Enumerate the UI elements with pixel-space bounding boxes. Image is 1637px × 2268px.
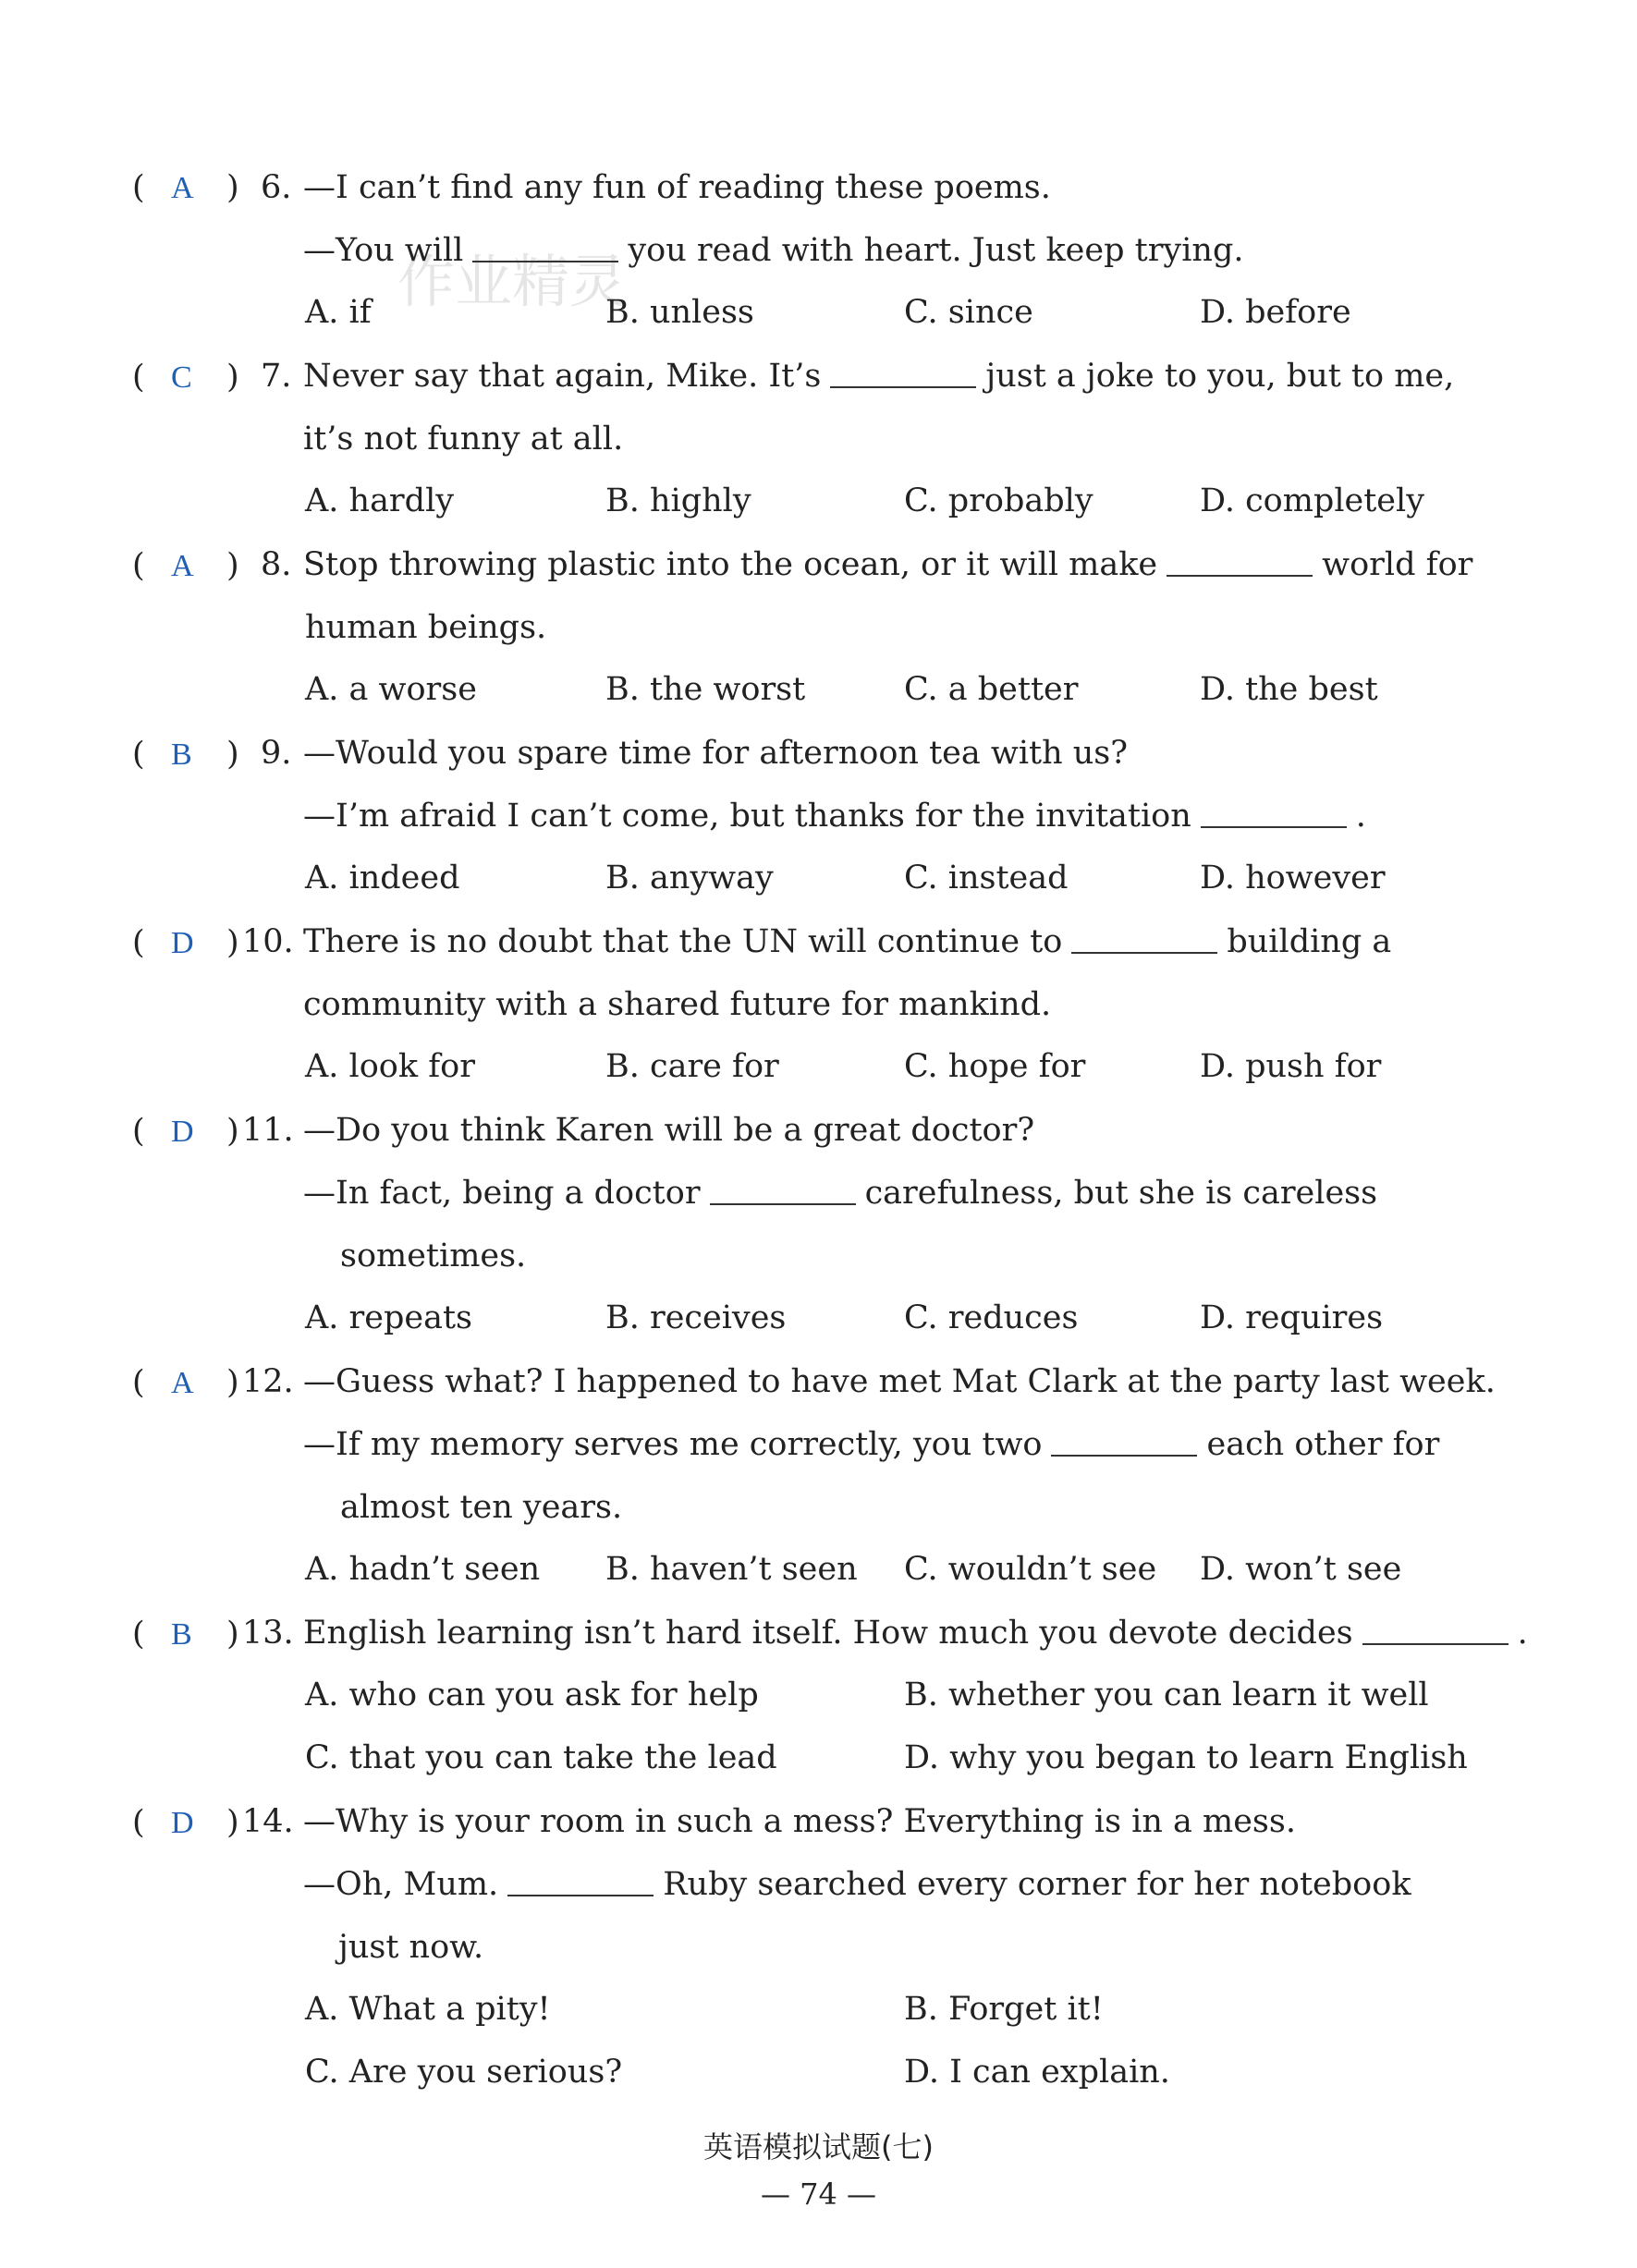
option-c: C. a better [904, 671, 1079, 708]
option-c: C. since [904, 294, 1033, 331]
paren-close: ) [226, 359, 239, 396]
paren-open: ( [132, 1804, 145, 1841]
answer-8: A [171, 549, 194, 583]
answer-blank [1071, 951, 1217, 954]
paren-open: ( [132, 547, 145, 584]
option-c: C. Are you serious? [305, 2054, 623, 2091]
answer-blank [1201, 825, 1347, 828]
question-text: —Do you think Karen will be a great doctor? [303, 1112, 1035, 1149]
paren-close: ) [226, 169, 239, 206]
answer-blank [507, 1894, 654, 1896]
page-number: — 74 — [760, 2177, 877, 2212]
option-d: D. however [1200, 860, 1386, 896]
paren-open: ( [132, 169, 145, 206]
question-text: sometimes. [340, 1238, 527, 1274]
option-d: D. requires [1200, 1299, 1384, 1336]
question-text: There is no doubt that the UN will continue to building a [303, 923, 1392, 960]
question-text: English learning isn’t hard itself. How much you devote decides . [303, 1615, 1528, 1652]
question-number: 14. [242, 1803, 294, 1840]
option-d: D. push for [1200, 1048, 1382, 1085]
question-number: 6. [261, 169, 292, 206]
answer-10: D [171, 926, 194, 960]
question-number: 13. [242, 1615, 294, 1652]
question-text: —Would you spare time for afternoon tea with us? [303, 735, 1129, 772]
footer-title: 英语模拟试题(七) [703, 2129, 934, 2164]
paren-close: ) [226, 1804, 239, 1841]
paren-close: ) [226, 547, 239, 584]
answer-blank [1167, 574, 1313, 577]
answer-9: B [171, 738, 192, 772]
option-d: D. why you began to learn English [904, 1739, 1468, 1776]
option-b: B. Forget it! [904, 1991, 1104, 2028]
option-a: A. hardly [305, 482, 455, 519]
question-text: —If my memory serves me correctly, you two each other for [303, 1426, 1440, 1463]
question-number: 10. [242, 923, 294, 960]
answer-6: A [171, 171, 194, 205]
question-text: almost ten years. [340, 1489, 623, 1526]
question-number: 8. [261, 546, 292, 583]
option-b: B. highly [605, 482, 751, 519]
question-number: 7. [261, 358, 292, 395]
question-text: just now. [338, 1929, 484, 1966]
option-c: C. probably [904, 482, 1093, 519]
option-d: D. won’t see [1200, 1551, 1402, 1588]
option-b: B. care for [605, 1048, 779, 1085]
question-number: 9. [261, 735, 292, 772]
paren-open: ( [132, 359, 145, 396]
question-number: 11. [242, 1112, 294, 1149]
paren-close: ) [226, 1364, 239, 1401]
option-d: D. the best [1200, 671, 1378, 708]
question-text: Stop throwing plastic into the ocean, or it will make world for [303, 546, 1473, 583]
question-text: it’s not funny at all. [303, 421, 624, 457]
option-c: C. reduces [904, 1299, 1079, 1336]
answer-14: D [171, 1806, 194, 1840]
option-c: C. instead [904, 860, 1069, 896]
paren-open: ( [132, 736, 145, 773]
option-a: A. hadn’t seen [305, 1551, 541, 1588]
paren-open: ( [132, 924, 145, 961]
option-a: A. repeats [305, 1299, 472, 1336]
option-a: A. who can you ask for help [305, 1677, 759, 1713]
question-text: —In fact, being a doctor carefulness, but she is careless [303, 1175, 1378, 1212]
paren-close: ) [226, 1113, 239, 1150]
option-a: A. What a pity! [305, 1991, 551, 2028]
option-a: A. if [305, 294, 372, 331]
paren-open: ( [132, 1616, 145, 1652]
answer-blank [1051, 1454, 1197, 1457]
answer-13: B [171, 1617, 192, 1652]
paren-close: ) [226, 1616, 239, 1652]
question-text: —Oh, Mum. Ruby searched every corner for her notebook [303, 1866, 1411, 1903]
option-c: C. wouldn’t see [904, 1551, 1157, 1588]
paren-open: ( [132, 1364, 145, 1401]
option-b: B. whether you can learn it well [904, 1677, 1429, 1713]
paren-close: ) [226, 924, 239, 961]
option-b: B. unless [605, 294, 754, 331]
answer-7: C [171, 360, 192, 395]
answer-blank [472, 260, 618, 262]
question-text: —Guess what? I happened to have met Mat Clark at the party last week. [303, 1363, 1496, 1400]
option-a: A. a worse [305, 671, 477, 708]
paren-close: ) [226, 736, 239, 773]
question-text: —I can’t find any fun of reading these poems. [303, 169, 1051, 206]
option-a: A. look for [305, 1048, 475, 1085]
answer-blank [830, 385, 976, 388]
option-b: B. anyway [605, 860, 774, 896]
option-d: D. completely [1200, 482, 1424, 519]
option-b: B. the worst [605, 671, 806, 708]
answer-blank [1362, 1642, 1509, 1645]
paren-open: ( [132, 1113, 145, 1150]
option-d: D. I can explain. [904, 2054, 1170, 2091]
question-text: community with a shared future for mankind. [303, 986, 1052, 1023]
answer-12: A [171, 1366, 194, 1400]
answer-11: D [171, 1115, 194, 1149]
question-text: —Why is your room in such a mess? Everything is in a mess. [303, 1803, 1296, 1840]
option-c: C. hope for [904, 1048, 1086, 1085]
answer-blank [710, 1202, 856, 1205]
option-c: C. that you can take the lead [305, 1739, 777, 1776]
question-text: —You will you read with heart. Just keep trying. [303, 232, 1244, 269]
question-text: human beings. [305, 609, 547, 646]
watermark: 作业精灵 [397, 248, 628, 315]
option-b: B. haven’t seen [605, 1551, 858, 1588]
question-text: Never say that again, Mike. It’s just a joke to you, but to me, [303, 358, 1455, 395]
option-d: D. before [1200, 294, 1351, 331]
question-number: 12. [242, 1363, 294, 1400]
question-text: —I’m afraid I can’t come, but thanks for the invitation . [303, 798, 1366, 835]
option-a: A. indeed [305, 860, 460, 896]
option-b: B. receives [605, 1299, 787, 1336]
